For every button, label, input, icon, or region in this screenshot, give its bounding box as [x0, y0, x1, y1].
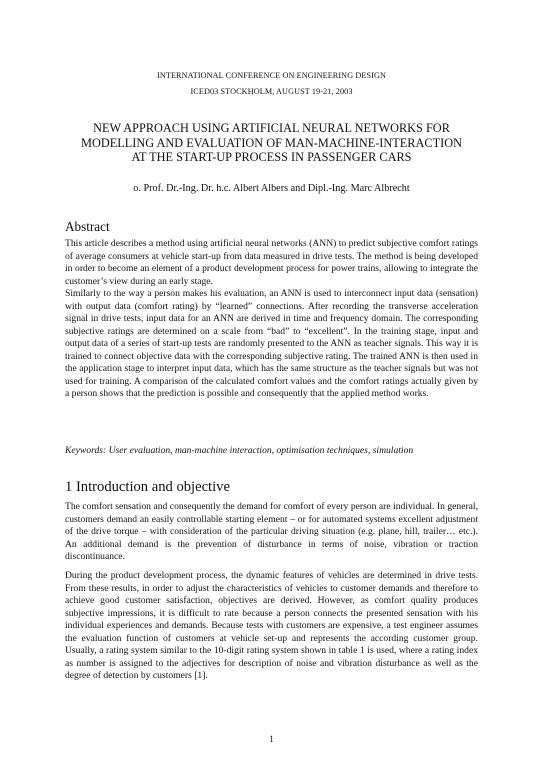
- authors: o. Prof. Dr.-Ing. Dr. h.c. Albert Albers and Dipl.-Ing. Marc Albrecht: [133, 183, 410, 194]
- abstract-heading: Abstract: [65, 219, 110, 234]
- body-paragraph: During the product development process, the dynamic features of vehicles are determined in drive tests. From these results, in order to adjust the characteristics of vehicles to customer demands and therefore to achieve good customer satisfaction, objectives are derived. However, as comfort quality produces subjective impressions, it is difficult to rate because a person connects the presented sensation with his individual experiences and demands. Because tests with customers are expensive, a test engineer assumes the evaluation function of customers at vehicle set-up and represents the according customer group. Usually, a rating system similar to the 10-digit rating system shown in table 1 is used, where a rating index as number is assigned to the adjectives for description of noise and vibration disturbance as well as the degree of detection by customers [1].: [65, 570, 478, 681]
- paper-title: [40, 121, 503, 165]
- abstract-paragraph: This article describes a method using artificial neural networks (ANN) to predict subjective comfort ratings of average consumers at vehicle start-up from data measured in drive tests. The method is being developed in order to become an element of a product development process for power trains, allowing to integrate the customer’s view during an early stage.: [65, 238, 478, 287]
- body-paragraph: The comfort sensation and consequently the demand for comfort of every person are individual. In general, customers demand an easily controllable starting element – or for automated systems excellent adjustment of the drive torque – with consideration of the particular driving situation (e.g. plane, hill, trailer… etc.). An additional demand is the prevention of disturbance in terms of noise, vibration or traction discontinuance.: [65, 501, 478, 562]
- title-line: NEW APPROACH USING ARTIFICIAL NEURAL NETWORKS FOR: [93, 121, 450, 135]
- keywords: Keywords: User evaluation, man-machine interaction, optimisation techniques, simulation: [65, 445, 414, 456]
- title-line: MODELLING AND EVALUATION OF MAN-MACHINE-INTERACTION: [81, 135, 462, 150]
- abstract-paragraph: Similarly to the way a person makes his evaluation, an ANN is used to interconnect input data (sensation) with output data (comfort rating) by “learned” connections. After recording the transverse acceleration signal in drive tests, input data for an ANN are derived in time and frequency domain. The corresponding subjective ratings are determined on a scale from “bad” to “excellent”. In the training stage, input and output data of a series of start-up tests are randomly presented to the ANN as teacher signals. This way it is trained to connect objective data with the corresponding subjective rating. The trained ANN is then used in the application stage to interpret input data, which has the same structure as the teacher signals but was not used for training. A comparison of the calculated comfort values and the comfort ratings actually given by a person shows that the prediction is possible and consequently that the applied method works.: [65, 288, 478, 399]
- page-number: 1: [269, 734, 274, 745]
- conference-event: ICED03 STOCKHOLM, AUGUST 19-21, 2003: [190, 87, 353, 96]
- conference-name: INTERNATIONAL CONFERENCE ON ENGINEERING DESIGN: [157, 71, 386, 80]
- title-line: AT THE START-UP PROCESS IN PASSENGER CARS: [131, 150, 412, 164]
- section-heading: 1 Introduction and objective: [65, 479, 230, 495]
